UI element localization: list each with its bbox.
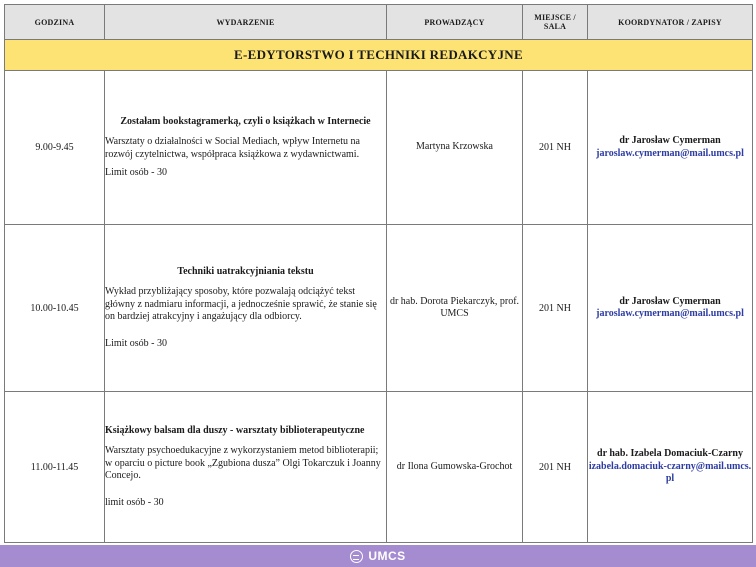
leader-cell: dr hab. Dorota Piekarczyk, prof. UMCS <box>387 225 523 392</box>
table-row <box>5 392 753 543</box>
coordinator-cell <box>588 225 753 392</box>
coordinator-name: dr hab. Izabela Domaciuk-Czarny <box>597 448 743 460</box>
table-row <box>5 225 753 392</box>
header-row <box>5 5 753 40</box>
event-limit: limit osób - 30 <box>105 496 164 508</box>
event-title: Zostałam bookstagramerką, czyli o książkach w Internecie <box>120 115 371 127</box>
event-description: Warsztaty psychoedukacyjne z wykorzystaniem metod biblioterapii; w oparciu o picture book „Zgubiona dusza” Olgi Tokarczuk i Joanny Concejo. <box>105 445 381 482</box>
footer-logo-text: UMCS <box>368 549 406 563</box>
footer-bar <box>0 545 756 567</box>
event-title: Techniki uatrakcyjniania tekstu <box>177 265 314 277</box>
coordinator-cell <box>588 392 753 543</box>
header-leader: PROWADZĄCY <box>387 5 523 40</box>
room-cell: 201 NH <box>523 392 588 543</box>
event-description: Warsztaty o działalności w Social Mediach, wpływ Internetu na rozwój czytelnictwa, współpraca książkowa z wydawnictwami. <box>105 136 360 160</box>
event-limit: Limit osób - 30 <box>105 167 167 178</box>
coordinator-cell <box>588 71 753 225</box>
table-row <box>5 71 753 225</box>
event-cell <box>105 225 387 392</box>
event-description: Wykład przybliżający sposoby, które pozwalają odciążyć tekst główny z nadmiaru informacji, a jednocześnie sprawić, że stanie się on bardziej atrakcyjny i angażujący dla odbiorcy. <box>105 286 377 323</box>
header-coordinator: KOORDYNATOR / ZAPISY <box>588 5 753 40</box>
room-cell: 201 NH <box>523 225 588 392</box>
time-cell: 11.00-11.45 <box>5 392 105 543</box>
coordinator-email-link[interactable]: jaroslaw.cymerman@mail.umcs.pl <box>596 147 744 159</box>
time-cell: 9.00-9.45 <box>5 71 105 225</box>
coordinator-email-link[interactable]: jaroslaw.cymerman@mail.umcs.pl <box>596 308 744 319</box>
event-limit: Limit osób - 30 <box>105 337 167 349</box>
event-cell <box>105 71 387 225</box>
section-title: E-EDYTORSTWO I TECHNIKI REDAKCYJNE <box>5 40 753 71</box>
coordinator-email-link[interactable]: izabela.domaciuk-czarny@mail.umcs.pl <box>588 460 752 485</box>
section-row <box>5 40 753 71</box>
umcs-logo-icon <box>350 550 363 563</box>
event-cell <box>105 392 387 543</box>
header-room: MIEJSCE / SALA <box>523 5 588 40</box>
leader-cell: dr Ilona Gumowska-Grochot <box>387 392 523 543</box>
header-event: WYDARZENIE <box>105 5 387 40</box>
time-cell: 10.00-10.45 <box>5 225 105 392</box>
room-cell: 201 NH <box>523 71 588 225</box>
coordinator-name: dr Jarosław Cymerman <box>619 135 721 146</box>
schedule-table <box>4 4 753 543</box>
event-title: Książkowy balsam dla duszy - warsztaty biblioterapeutyczne <box>105 424 365 436</box>
header-time: GODZINA <box>5 5 105 40</box>
leader-cell: Martyna Krzowska <box>387 71 523 225</box>
coordinator-name: dr Jarosław Cymerman <box>619 295 721 307</box>
